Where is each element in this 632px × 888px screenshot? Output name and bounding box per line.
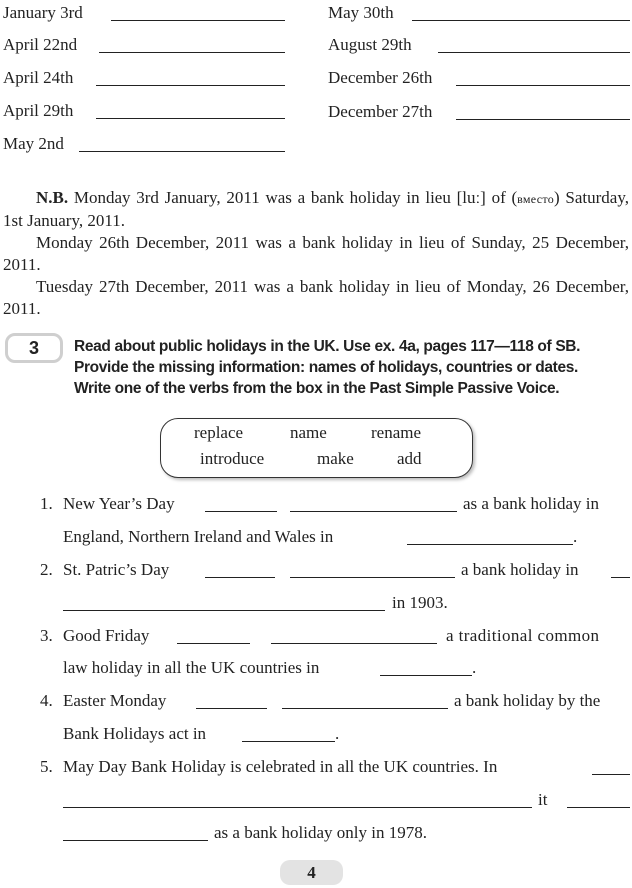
answer-blank[interactable]	[611, 577, 630, 578]
date-label: May 2nd	[3, 134, 64, 153]
item-text: .	[335, 724, 340, 743]
answer-blank[interactable]	[96, 85, 285, 86]
item-text: New Year’s Day	[63, 494, 175, 513]
item-text: .	[472, 658, 477, 677]
answer-blank[interactable]	[407, 544, 573, 545]
answer-blank[interactable]	[290, 577, 455, 578]
date-label: December 27th	[328, 102, 433, 121]
nb-note	[3, 187, 629, 320]
answer-blank[interactable]	[111, 20, 285, 21]
item-text: in 1903.	[392, 593, 448, 612]
item-text: England, Northern Ireland and Wales in	[63, 527, 334, 546]
answer-blank[interactable]	[592, 774, 630, 775]
date-label: August 29th	[328, 35, 412, 54]
answer-blank[interactable]	[456, 85, 630, 86]
exercise-instructions	[74, 336, 580, 399]
verb: add	[397, 449, 422, 468]
date-label: May 30th	[328, 3, 394, 22]
item-text: a bank holiday by the	[454, 691, 601, 710]
date-label: April 29th	[3, 101, 74, 120]
instruction-line: Write one of the verbs from the box in the Past Simple Passive Voice.	[74, 380, 560, 397]
answer-blank[interactable]	[96, 118, 285, 119]
item-text: a traditional common	[446, 626, 600, 645]
verb: name	[290, 423, 327, 442]
answer-blank[interactable]	[63, 840, 208, 841]
nb-end: ) Saturday, 1st January, 2011.	[3, 188, 629, 230]
item-text: it	[538, 790, 548, 809]
verb: replace	[194, 423, 244, 442]
page-number: 4	[280, 860, 343, 885]
instruction-line: Read about public holidays in the UK. Use ex. 4a, pages 117—118 of SB.	[74, 338, 581, 355]
nb-russian: вместо	[517, 192, 555, 206]
answer-blank[interactable]	[456, 119, 630, 120]
verb: rename	[371, 423, 422, 442]
item-number: 4.	[40, 691, 53, 710]
item-text: .	[573, 527, 578, 546]
answer-blank[interactable]	[63, 610, 385, 611]
item-text: as a bank holiday only in 1978.	[214, 823, 427, 842]
date-label: April 24th	[3, 68, 74, 87]
date-label: April 22nd	[3, 35, 78, 54]
answer-blank[interactable]	[438, 52, 630, 53]
item-text: Good Friday	[63, 626, 150, 645]
item-text: St. Patric’s Day	[63, 560, 170, 579]
verb: make	[317, 449, 354, 468]
item-text: May Day Bank Holiday is celebrated in all the UK countries. In	[63, 757, 498, 776]
nb-label: N.B.	[36, 188, 69, 207]
answer-blank[interactable]	[99, 52, 285, 53]
answer-blank[interactable]	[63, 807, 532, 808]
date-label: January 3rd	[3, 3, 83, 22]
answer-blank[interactable]	[205, 577, 275, 578]
item-number: 2.	[40, 560, 53, 579]
instruction-line: Provide the missing information: names of holidays, countries or dates.	[74, 359, 578, 376]
answer-blank[interactable]	[567, 807, 630, 808]
item-number: 5.	[40, 757, 53, 776]
note-paragraph: Tuesday 27th December, 2011 was a bank holiday in lieu of Monday, 26 December, 2011.	[3, 277, 629, 318]
answer-blank[interactable]	[196, 708, 267, 709]
answer-blank[interactable]	[205, 511, 277, 512]
date-label: December 26th	[328, 68, 433, 87]
item-text: a bank holiday in	[461, 560, 579, 579]
item-text: Easter Monday	[63, 691, 167, 710]
answer-blank[interactable]	[380, 675, 472, 676]
item-text: Bank Holidays act in	[63, 724, 207, 743]
item-number: 1.	[40, 494, 53, 513]
answer-blank[interactable]	[79, 151, 285, 152]
item-text: law holiday in all the UK countries in	[63, 658, 320, 677]
answer-blank[interactable]	[282, 708, 448, 709]
item-text: as a bank holiday in	[463, 494, 599, 513]
verb: introduce	[200, 449, 265, 468]
nb-text: Monday 3rd January, 2011 was a bank holiday in lieu [luː] of (	[68, 188, 518, 207]
answer-blank[interactable]	[242, 741, 335, 742]
verb-box	[160, 418, 473, 478]
answer-blank[interactable]	[177, 643, 250, 644]
answer-blank[interactable]	[290, 511, 457, 512]
item-number: 3.	[40, 626, 53, 645]
answer-blank[interactable]	[271, 643, 437, 644]
answer-blank[interactable]	[412, 20, 630, 21]
note-paragraph: Monday 26th December, 2011 was a bank holiday in lieu of Sunday, 25 December, 2011.	[3, 233, 629, 274]
exercise-number: 3	[5, 333, 63, 363]
